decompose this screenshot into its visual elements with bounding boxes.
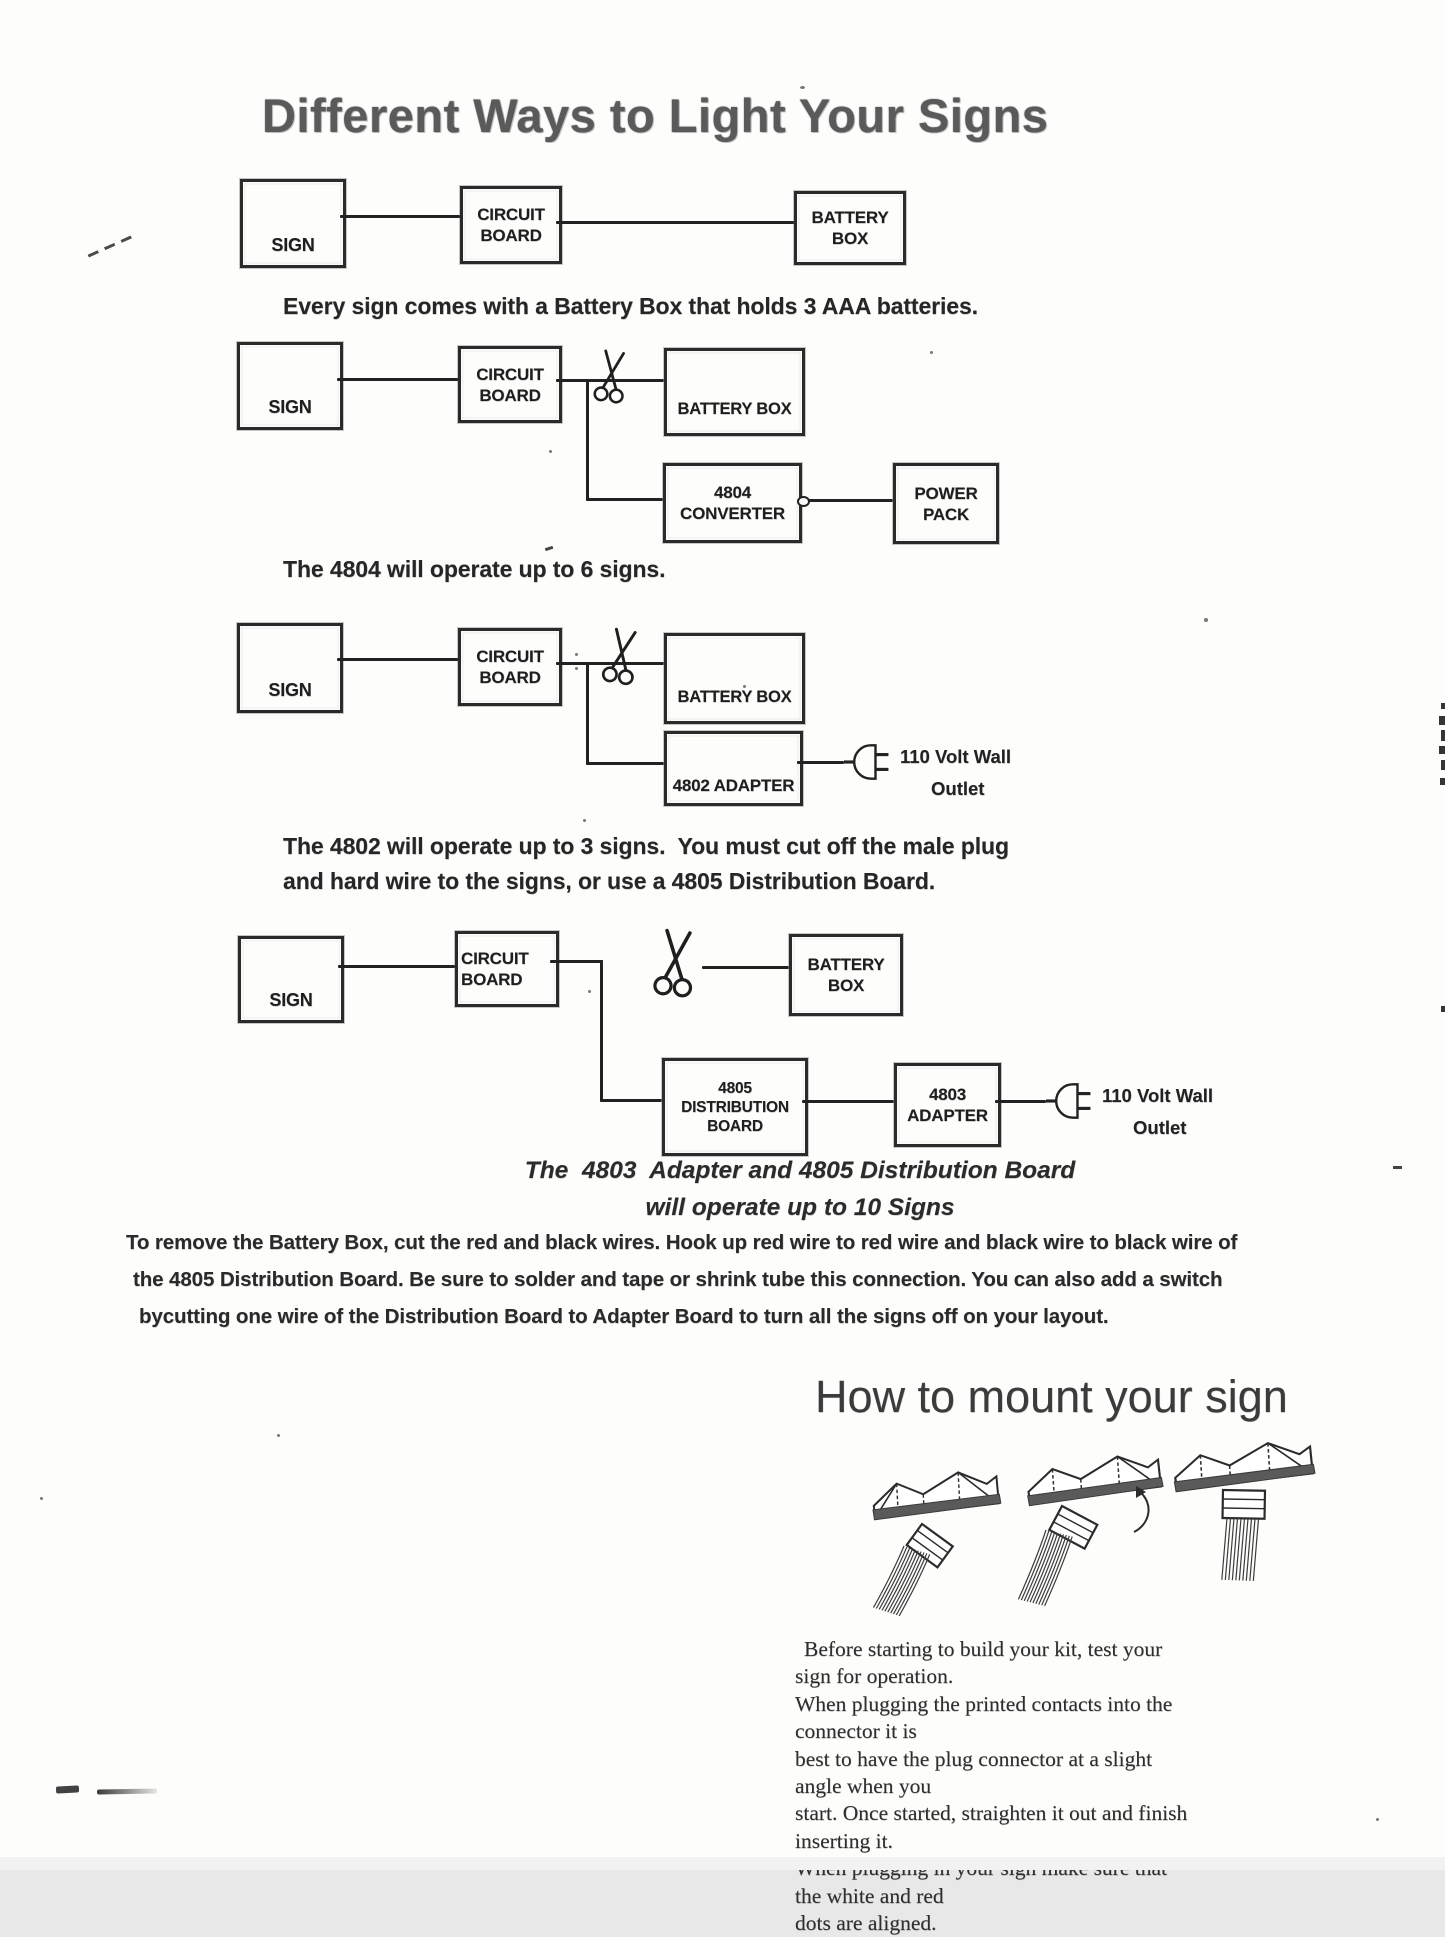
- rotate-arrow-icon: [1134, 1492, 1149, 1532]
- notes-line-1: To remove the Battery Box, cut the red and black wires. Hook up red wire to red wire and black wire to black wire of: [126, 1231, 1238, 1254]
- battery-box-2: [664, 348, 805, 436]
- scan-speck: [1393, 1166, 1402, 1169]
- circuit-board-box-1: [460, 186, 562, 264]
- wire: [586, 498, 663, 501]
- notes-line-2: the 4805 Distribution Board. Be sure to solder and tape or shrink tube this connection. You can also add a switch: [133, 1268, 1223, 1291]
- wire: [337, 658, 458, 661]
- scissors-cut-icon: [589, 348, 632, 408]
- outlet-label-2: Outlet: [931, 778, 985, 799]
- page-edge-artifact: [1439, 716, 1445, 725]
- distribution-label-1: 4805: [718, 1079, 752, 1097]
- wall-plug-icon: [844, 740, 894, 784]
- mount-paragraph-line: dots are aligned.: [795, 1911, 937, 1936]
- sign-box-1: [240, 179, 346, 268]
- adapter-4802-box: [664, 731, 803, 806]
- wire: [340, 215, 460, 218]
- caption-basic: Every sign comes with a Battery Box that holds 3 AAA batteries.: [283, 293, 978, 319]
- battery-box-1: [794, 191, 906, 265]
- sign-label: SIGN: [269, 990, 313, 1010]
- scan-speck: [40, 1497, 43, 1500]
- scan-speck: [588, 990, 591, 993]
- scan-speck: [1204, 618, 1208, 622]
- wire: [702, 966, 789, 969]
- circuit-board-label-2: BOARD: [480, 226, 542, 245]
- scan-speck: [545, 546, 553, 551]
- circuit-board-label-1: CIRCUIT: [476, 364, 544, 384]
- wire: [337, 378, 458, 381]
- page-edge-artifact: [1440, 778, 1445, 785]
- mount-paragraph-line: best to have the plug connector at a slight angle when you: [795, 1746, 1153, 1799]
- circuit-board-label-1: CIRCUIT: [461, 949, 529, 968]
- page-edge-artifact: [1441, 760, 1445, 770]
- battery-box-3: [664, 633, 805, 724]
- scan-speck: [743, 685, 746, 688]
- scan-speck: [930, 351, 933, 354]
- converter-label-2: CONVERTER: [680, 504, 785, 523]
- circuit-board-label-2: BOARD: [479, 668, 541, 687]
- adapter-label-1: 4803: [928, 1085, 967, 1104]
- mount-paragraph-line: start. Once started, straighten it out and finish inserting it.: [795, 1801, 1188, 1853]
- distribution-label-2: DISTRIBUTION: [681, 1098, 789, 1116]
- circuit-board-label-2: BOARD: [461, 970, 523, 989]
- scan-speck: [575, 653, 578, 656]
- caption-4803-line1: The 4803 Adapter and 4805 Distribution Board: [524, 1157, 1076, 1184]
- caption-4803-line2: will operate up to 10 Signs: [645, 1194, 955, 1221]
- wire: [600, 960, 603, 1102]
- sign-box-3: [237, 623, 343, 713]
- circuit-board-box-4: [455, 931, 559, 1007]
- scan-speck: [1376, 1818, 1379, 1821]
- mount-step-2-illustration: [1018, 1436, 1188, 1621]
- page-edge-artifact: [1441, 730, 1445, 741]
- mount-heading: How to mount your sign: [815, 1371, 1288, 1422]
- power-pack-label-2: PACK: [922, 504, 970, 524]
- mount-paragraph-line: When plugging the printed contacts into the connector it is: [795, 1691, 1173, 1744]
- wire: [802, 1100, 894, 1103]
- scan-speck: [277, 1434, 280, 1437]
- adapter-4803-box: [894, 1063, 1001, 1147]
- mount-paragraph-line: Before starting to build your kit, test your sign for operation.: [795, 1637, 1163, 1689]
- power-pack-label-1: POWER: [914, 483, 978, 503]
- pen-slash-artifact: [88, 234, 137, 258]
- battery-box-4: [789, 934, 903, 1016]
- battery-label: BATTERY BOX: [677, 688, 792, 706]
- battery-label-2: BOX: [827, 976, 865, 995]
- caption-4804: The 4804 will operate up to 6 signs.: [283, 556, 666, 582]
- mount-step-1-illustration: [862, 1446, 1027, 1626]
- caption-4802-line1: The 4802 will operate up to 3 signs. You must cut off the male plug: [283, 833, 1009, 859]
- power-pack-box: [893, 463, 999, 544]
- wire: [338, 965, 455, 968]
- notes-line-3: bycutting one wire of the Distribution Board to Adapter Board to turn all the signs off on your layout.: [139, 1305, 1109, 1328]
- circuit-board-label-2: BOARD: [479, 385, 541, 405]
- adapter-label: 4802 ADAPTER: [672, 776, 795, 795]
- wire: [600, 1099, 662, 1102]
- wire: [586, 664, 589, 765]
- circuit-board-label-1: CIRCUIT: [476, 647, 544, 666]
- scan-speck: [549, 450, 552, 453]
- scan-speck: [583, 819, 586, 822]
- mount-paragraph-line: the white and red: [795, 1883, 944, 1908]
- scan-speck: [575, 667, 578, 670]
- scan-smudge: [56, 1785, 79, 1793]
- outlet-label-1: 110 Volt Wall: [1102, 1085, 1214, 1106]
- sign-label: SIGN: [271, 235, 315, 255]
- wall-plug-icon: [1046, 1079, 1096, 1123]
- converter-label-1: 4804: [713, 483, 752, 502]
- adapter-label-2: ADAPTER: [907, 1106, 988, 1125]
- page-edge-artifact: [1441, 1006, 1445, 1012]
- outlet-label-2: Outlet: [1133, 1117, 1187, 1138]
- scissors-cut-icon: [648, 926, 701, 1004]
- page-title: Different Ways to Light Your Signs: [262, 89, 1049, 142]
- wire: [586, 762, 664, 765]
- mount-step-3-illustration: [1165, 1426, 1335, 1591]
- scissors-cut-icon: [597, 625, 645, 691]
- sign-label: SIGN: [268, 680, 312, 700]
- scan-smudge: [97, 1788, 157, 1794]
- page-edge-artifact: [1441, 703, 1445, 709]
- mount-paragraph: [795, 1636, 1190, 1937]
- sign-box-4: [238, 936, 344, 1023]
- outlet-label-1: 110 Volt Wall: [900, 746, 1012, 767]
- circuit-board-box-2: [458, 346, 562, 423]
- scan-edge-band: [0, 1857, 1445, 1870]
- distribution-label-3: BOARD: [707, 1117, 763, 1135]
- battery-label-1: BATTERY: [807, 955, 885, 974]
- wire: [797, 761, 844, 764]
- caption-4802-line2: and hard wire to the signs, or use a 4805 Distribution Board.: [283, 868, 936, 894]
- wire: [586, 381, 589, 501]
- wire: [556, 221, 794, 224]
- sign-box-2: [237, 342, 343, 430]
- circuit-board-label-1: CIRCUIT: [477, 205, 545, 224]
- scan-speck: [800, 86, 805, 89]
- battery-label-2: BOX: [831, 229, 869, 248]
- page-edge-artifact: [1439, 746, 1445, 754]
- circuit-board-box-3: [458, 628, 562, 706]
- wire: [808, 499, 893, 502]
- battery-label-1: BATTERY: [811, 208, 889, 227]
- wire: [995, 1100, 1046, 1103]
- converter-4804-box: [663, 463, 802, 543]
- distribution-board-4805-box: [662, 1058, 808, 1156]
- battery-label: BATTERY BOX: [677, 400, 792, 418]
- sign-label: SIGN: [268, 397, 312, 417]
- wire: [550, 960, 603, 963]
